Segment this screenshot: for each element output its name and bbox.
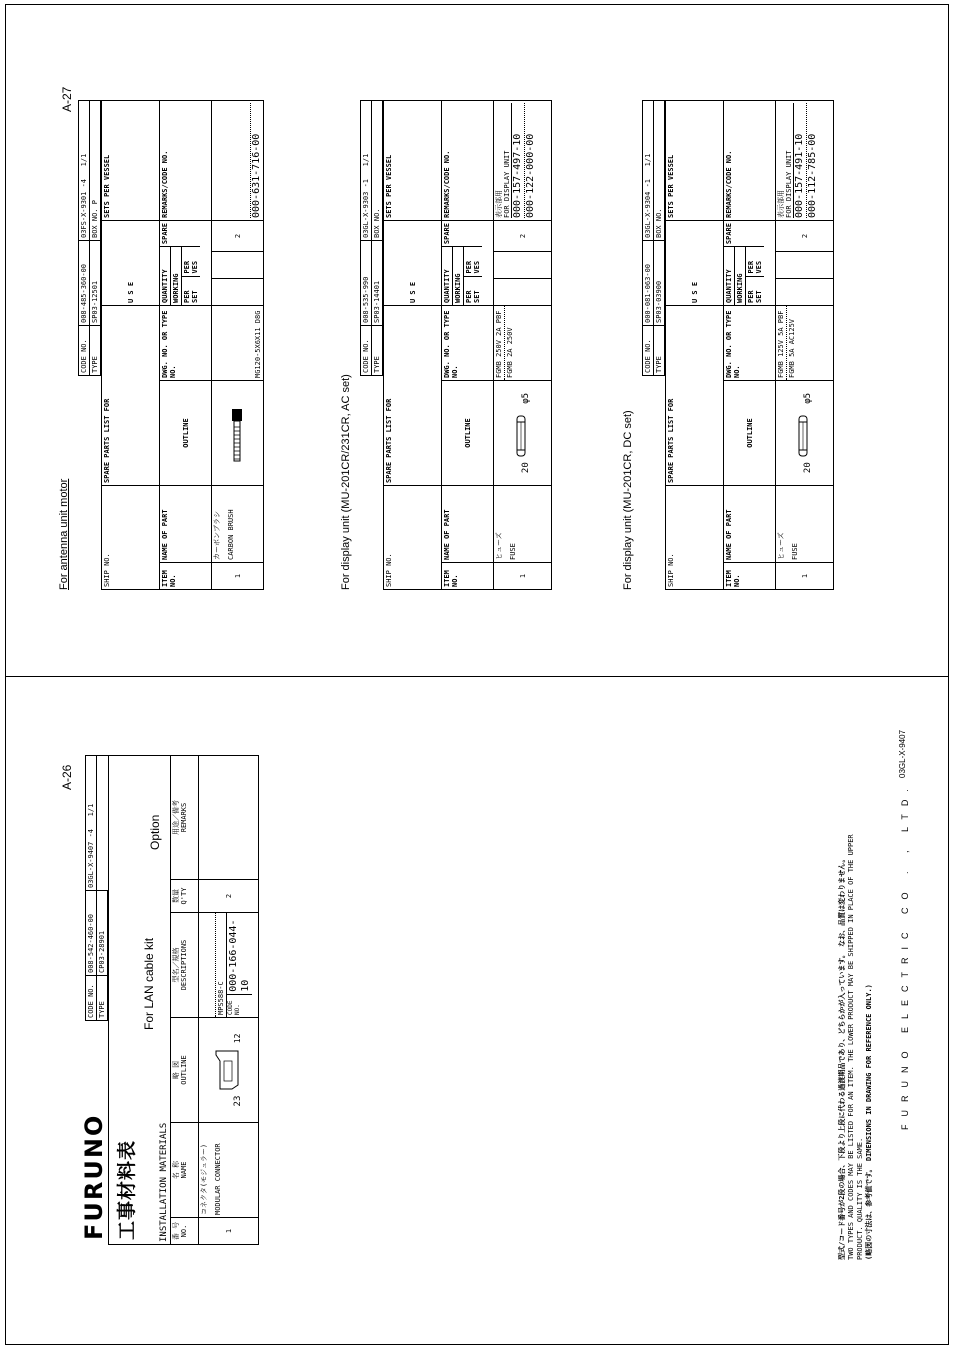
connector-width-dim: 12 (232, 1033, 242, 1044)
remarks-en: FOR DISPLAY UNIT (503, 150, 512, 218)
remarks-jp: 表示部用 (777, 190, 786, 218)
display-dc-caption: For display unit (MU-201CR, DC set) (622, 410, 634, 590)
fuse-drawing (494, 381, 552, 486)
fuse-length-dim: 20 (802, 462, 813, 474)
option-label: Option (148, 814, 162, 850)
row-code-no: 000-166-044-10 (228, 919, 251, 992)
modular-connector-drawing (199, 1018, 259, 1123)
display-dc-header-table (642, 100, 665, 590)
page-count: 1/1 (362, 153, 370, 167)
code-label: CODE NO. (227, 994, 252, 1017)
row-dwg-no-1: FGMB 125V 5A PBF (776, 306, 787, 380)
spare-parts-title: SPARE PARTS LIST FOR (666, 306, 724, 486)
display-ac-header-table (360, 100, 383, 590)
hdr-remarks: REMARKS/CODE NO. (442, 101, 494, 221)
type-value: SP03-03900 (654, 241, 665, 326)
fuse-diameter-dim: φ5 (520, 392, 531, 404)
hdr-quantity: QUANTITY (160, 247, 171, 305)
type-value: SP03-12501 (90, 241, 101, 326)
antenna-spare-parts-sheet (58, 100, 264, 590)
row-dwg-no-2: FGMB 2A 250V (506, 327, 515, 378)
hdr-outline: OUTLINE (724, 381, 776, 486)
hdr-dwg-no: DWG. NO. OR TYPE NO. (442, 306, 494, 381)
row-code-no: 000-631-716-00 (250, 103, 263, 218)
display-dc-parts-table (665, 100, 834, 590)
hdr-dwg-no: DWG. NO. OR TYPE NO. (724, 306, 776, 381)
installation-title-jp: 工事材料表 (117, 1139, 138, 1240)
hdr-no: NO. (180, 1224, 189, 1238)
hdr-outline: OUTLINE (180, 1055, 189, 1085)
row-code-no-2: 000-122-000-00 (524, 103, 537, 218)
lan-installation-sheet (85, 755, 259, 1245)
page-count: 1/1 (87, 803, 95, 817)
part-name: CARBON BRUSH (227, 509, 236, 560)
type-value: SP03-14401 (372, 241, 383, 326)
lan-header-table (85, 755, 108, 1245)
hdr-remarks: REMARKS (180, 802, 189, 833)
page-label-a27: A-27 (60, 86, 74, 112)
antenna-parts-table (101, 100, 264, 590)
row-dwg-no-1: FGMB 250V 2A PBF (494, 306, 505, 380)
page-divider (5, 676, 949, 677)
use-label: U S E (666, 221, 724, 306)
hdr-spare: SPARE (160, 221, 200, 247)
furuno-logo: FURUNO (80, 1113, 108, 1240)
hdr-per-set: PER SET (183, 290, 200, 303)
page-count: 1/1 (80, 153, 88, 167)
box-no: BOX NO. (372, 101, 383, 241)
code-no-label: CODE NO. (361, 326, 372, 376)
part-name: FUSE (791, 543, 800, 560)
code-no-value: 000-081-063-00 (643, 241, 654, 326)
lan-caption: For LAN cable kit (142, 937, 156, 1030)
hdr-working: WORKING (735, 247, 746, 305)
part-name-jp: コネクタ(モジュラー) (200, 1143, 209, 1215)
hdr-name-of-part: NAME OF PART (160, 486, 212, 563)
hdr-name-of-part: NAME OF PART (724, 486, 776, 563)
spare-parts-title: SPARE PARTS LIST FOR (384, 306, 442, 486)
doc-no: 03GL-X-9407 -4 (87, 828, 95, 888)
doc-no: 03FS-X-9301 -4 (80, 178, 88, 238)
hdr-qty: Q'TY (180, 887, 189, 905)
display-ac-spare-parts-sheet (340, 100, 552, 590)
hdr-spare: SPARE (724, 221, 764, 247)
use-label: U S E (102, 221, 160, 306)
hdr-quantity: QUANTITY (442, 247, 453, 305)
note-jp-2: (略図の寸法は、参考値です。 DIMENSIONS IN DRAWING FOR REFERENCE ONLY.) (865, 984, 874, 1260)
hdr-outline-jp: 略 図 (172, 1060, 181, 1080)
hdr-working: WORKING (453, 247, 464, 305)
hdr-remarks-jp: 用途／備考 (172, 800, 181, 835)
fuse-drawing (776, 381, 834, 486)
note-jp-1: 型式/コード番号が2段の場合、下段より上段に代わる過渡期品であり、どちらかが入っています。 なお、品質は変わりません。 (838, 855, 846, 1260)
row-code-no-1: 000-157-491-10 (793, 103, 806, 218)
hdr-desc: DESCRIPTIONS (180, 939, 189, 991)
hdr-desc-jp: 型名／規格 (172, 947, 181, 983)
row-item-no: 1 (494, 563, 552, 590)
company-footer: FURUNO ELECTRIC CO . , LTD. (900, 781, 910, 1130)
sets-per-vessel: SETS PER VESSEL (666, 101, 724, 221)
remarks-en: FOR DISPLAY UNIT (785, 150, 794, 218)
hdr-outline: OUTLINE (160, 381, 212, 486)
code-no-value: 008-542-460-00 (86, 891, 97, 976)
hdr-remarks: REMARKS/CODE NO. (160, 101, 212, 221)
lan-materials-table (108, 755, 259, 1245)
row-item-no: 1 (776, 563, 834, 590)
sets-per-vessel: SETS PER VESSEL (102, 101, 160, 221)
page-label-a26: A-26 (60, 764, 74, 790)
use-label: U S E (384, 221, 442, 306)
hdr-dwg-no: DWG. NO. OR TYPE NO. (160, 306, 212, 381)
row-spare-qty: 2 (494, 221, 552, 252)
doc-reference: 03GL-X-9407 (898, 729, 907, 778)
hdr-per-set: PER SET (465, 290, 482, 303)
doc-no: 03GL-X-9303 -1 (362, 178, 370, 238)
hdr-item-no: ITEM NO. (724, 563, 776, 590)
row-item-no: 1 (212, 563, 264, 590)
code-no-value: 008-485-360-00 (79, 241, 90, 326)
box-no: BOX NO. (654, 101, 665, 241)
hdr-per-ves: PER VES (464, 247, 483, 276)
hdr-no-jp: 番 号 (172, 1221, 181, 1241)
row-code-no-1: 000-157-497-10 (511, 103, 524, 218)
carbon-brush-drawing (212, 381, 264, 486)
ship-no: SHIP NO. (384, 486, 442, 590)
type-value: CP03-28901 (97, 891, 108, 976)
ship-no: SHIP NO. (102, 486, 160, 590)
type-label: TYPE (372, 326, 383, 376)
row-dwg-no: MG120-5X6X11 D8G (212, 306, 264, 381)
type-label: TYPE (90, 326, 101, 376)
hdr-spare: SPARE (442, 221, 482, 247)
notes-block (838, 700, 874, 1260)
part-name-jp: ヒューズ (495, 532, 504, 560)
type-label: TYPE (97, 976, 108, 1021)
row-description: MPS588-C (215, 913, 226, 1017)
note-en-1: TWO TYPES AND CODES MAY BE LISTED FOR AN ITEM. THE LOWER PRODUCT MAY BE SHIPPED IN PLACE OF THE UPPER (847, 834, 856, 1260)
remarks-jp: 表示部用 (495, 190, 504, 218)
hdr-per-ves: PER VES (746, 247, 765, 276)
note-en-2: PRODUCT. QUALITY IS THE SAME. (856, 1137, 865, 1260)
part-name: FUSE (509, 543, 518, 560)
code-no-value: 008-535-990 (361, 241, 372, 326)
doc-no: 03GL-X-9304 -1 (644, 178, 652, 238)
sets-per-vessel: SETS PER VESSEL (384, 101, 442, 221)
code-no-label: CODE NO. (79, 326, 90, 376)
row-spare-qty: 2 (212, 221, 264, 252)
fuse-length-dim: 20 (520, 462, 531, 474)
display-dc-spare-parts-sheet (622, 100, 834, 590)
part-name-jp: カーボンブラシ (213, 511, 222, 560)
spare-parts-title: SPARE PARTS LIST FOR (102, 306, 160, 486)
hdr-quantity: QUANTITY (724, 247, 735, 305)
code-no-label: CODE NO. (86, 976, 97, 1021)
row-qty: 2 (199, 880, 259, 913)
code-no-label: CODE NO. (643, 326, 654, 376)
antenna-header-table (78, 100, 101, 590)
row-spare-qty: 2 (776, 221, 834, 252)
hdr-working: WORKING (171, 247, 182, 305)
hdr-remarks: REMARKS/CODE NO. (724, 101, 776, 221)
hdr-item-no: ITEM NO. (160, 563, 212, 590)
hdr-name-jp: 名 称 (172, 1160, 181, 1180)
hdr-qty-jp: 数量 (172, 889, 181, 903)
box-no: BOX NO. P (90, 101, 101, 241)
hdr-per-ves: PER VES (182, 247, 201, 276)
display-ac-parts-table (383, 100, 552, 590)
type-label: TYPE (654, 326, 665, 376)
row-item-no: 1 (199, 1218, 259, 1245)
row-dwg-no-2: FGMB 5A AC125V (788, 318, 797, 378)
hdr-per-set: PER SET (747, 290, 764, 303)
hdr-outline: OUTLINE (442, 381, 494, 486)
hdr-name-of-part: NAME OF PART (442, 486, 494, 563)
connector-length-dim: 23 (232, 1095, 243, 1107)
antenna-caption: For antenna unit motor (58, 478, 70, 590)
fuse-diameter-dim: φ5 (802, 392, 813, 404)
display-ac-caption: For display unit (MU-201CR/231CR, AC set) (340, 374, 352, 590)
installation-title-en: INSTALLATION MATERIALS (109, 756, 171, 1245)
row-code-no-2: 000-112-785-00 (806, 103, 819, 218)
hdr-item-no: ITEM NO. (442, 563, 494, 590)
part-name-jp: ヒューズ (777, 532, 786, 560)
part-name: MODULAR CONNECTOR (214, 1143, 223, 1215)
ship-no: SHIP NO. (666, 486, 724, 590)
page-count: 1/1 (644, 153, 652, 167)
hdr-name: NAME (180, 1161, 189, 1179)
